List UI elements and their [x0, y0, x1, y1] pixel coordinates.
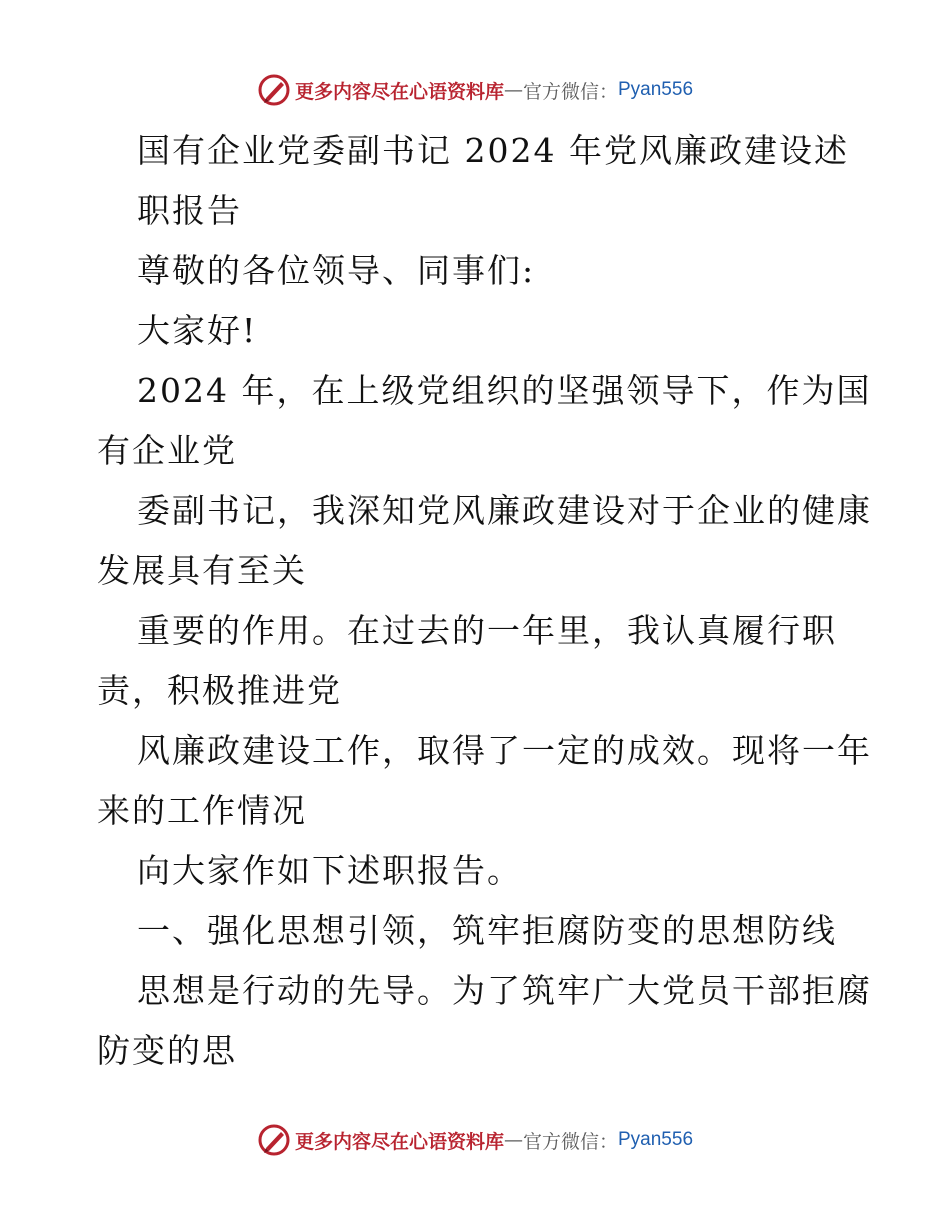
watermark-wechat-label: 官方微信： — [522, 80, 618, 103]
body-line: 发展具有至关 — [97, 551, 307, 590]
body-line: 2024 年，在上级党组织的坚强领导下，作为国 — [137, 371, 872, 410]
title-line-1: 国有企业党委副书记 2024 年党风廉政建设述 — [137, 131, 849, 170]
watermark-site-text: 更多内容尽在心语资料库 — [294, 80, 504, 103]
body-line: 风廉政建设工作，取得了一定的成效。现将一年 — [137, 731, 872, 770]
title-line-2: 职报告 — [137, 191, 242, 230]
body-line: 有企业党 — [97, 431, 237, 470]
body-line: 思想是行动的先导。为了筑牢广大党员干部拒腐 — [137, 971, 872, 1010]
body-line: 责，积极推进党 — [97, 671, 342, 710]
document-body — [97, 121, 877, 1081]
watermark-wechat-label: 官方微信： — [522, 1130, 618, 1153]
body-line: 重要的作用。在过去的一年里，我认真履行职 — [137, 611, 837, 650]
salutation: 尊敬的各位领导、同事们: — [137, 251, 536, 290]
pen-seal-logo-icon — [257, 73, 291, 107]
watermark-account: Pyan556 — [618, 1129, 694, 1150]
body-line: 向大家作如下述职报告。 — [137, 851, 522, 890]
footer-watermark — [0, 1122, 950, 1158]
watermark-dash: — — [503, 79, 523, 101]
body-line: 委副书记，我深知党风廉政建设对于企业的健康 — [137, 491, 872, 530]
body-line: 来的工作情况 — [97, 791, 307, 830]
watermark-dash: — — [503, 1129, 523, 1151]
watermark-site-text: 更多内容尽在心语资料库 — [294, 1130, 504, 1153]
greeting: 大家好! — [137, 311, 258, 350]
pen-seal-logo-icon — [257, 1123, 291, 1157]
body-line: 防变的思 — [97, 1031, 237, 1070]
header-watermark — [0, 72, 950, 108]
watermark-account: Pyan556 — [618, 79, 694, 100]
section-heading: 一、强化思想引领，筑牢拒腐防变的思想防线 — [137, 911, 837, 950]
